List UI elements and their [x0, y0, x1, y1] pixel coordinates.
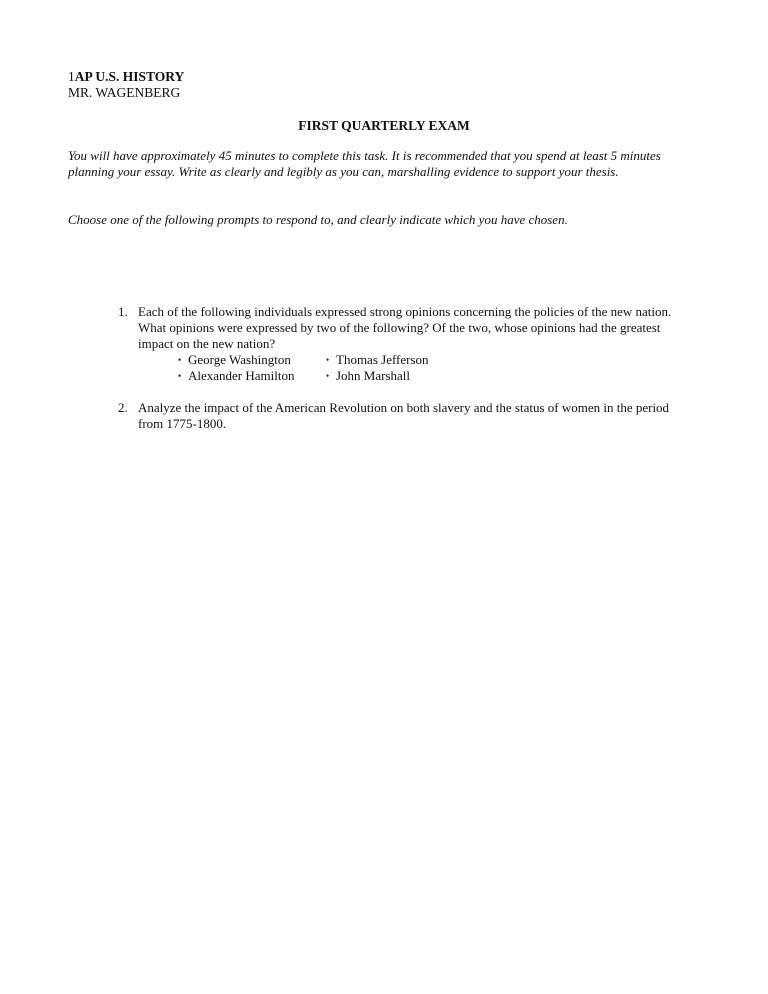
list-item	[326, 352, 486, 368]
course-name: AP U.S. HISTORY	[74, 69, 185, 84]
prompt-text: Each of the following individuals expressed strong opinions concerning the policies of the new nation. What opinions were expressed by two of the following? Of the two, whose opinions had the greatest impact on the new nation?	[138, 304, 672, 351]
course-prefix: 1	[68, 69, 75, 84]
prompt-text: Analyze the impact of the American Revolution on both slavery and the status of women in the period from 1775-1800.	[138, 400, 670, 431]
choose-prompt-instruction: Choose one of the following prompts to respond to, and clearly indicate which you have chosen.	[68, 212, 568, 227]
prompt-1	[118, 304, 678, 384]
individual-name: Thomas Jefferson	[336, 352, 429, 367]
course-line	[68, 69, 184, 85]
bullet-icon: •	[326, 355, 330, 365]
individuals-list	[178, 352, 678, 384]
list-item	[178, 352, 326, 368]
document-header	[68, 69, 184, 101]
bullet-icon: •	[326, 371, 330, 381]
list-item	[178, 368, 326, 384]
bullet-icon: •	[178, 355, 182, 365]
instructions-paragraph: You will have approximately 45 minutes to complete this task. It is recommended that you spend at least 5 minutes planning your essay. Write as clearly and legibly as you can, marshalling evidence to support your thesis.	[68, 148, 661, 179]
prompt-number: 1.	[118, 304, 128, 319]
bullet-icon: •	[178, 371, 182, 381]
teacher-name: MR. WAGENBERG	[68, 85, 181, 100]
exam-title: FIRST QUARTERLY EXAM	[298, 118, 470, 133]
individual-name: John Marshall	[336, 368, 411, 383]
list-item	[326, 368, 486, 384]
prompt-2	[118, 400, 678, 432]
prompt-number: 2.	[118, 400, 128, 415]
individual-name: George Washington	[188, 352, 291, 367]
individual-name: Alexander Hamilton	[188, 368, 295, 383]
